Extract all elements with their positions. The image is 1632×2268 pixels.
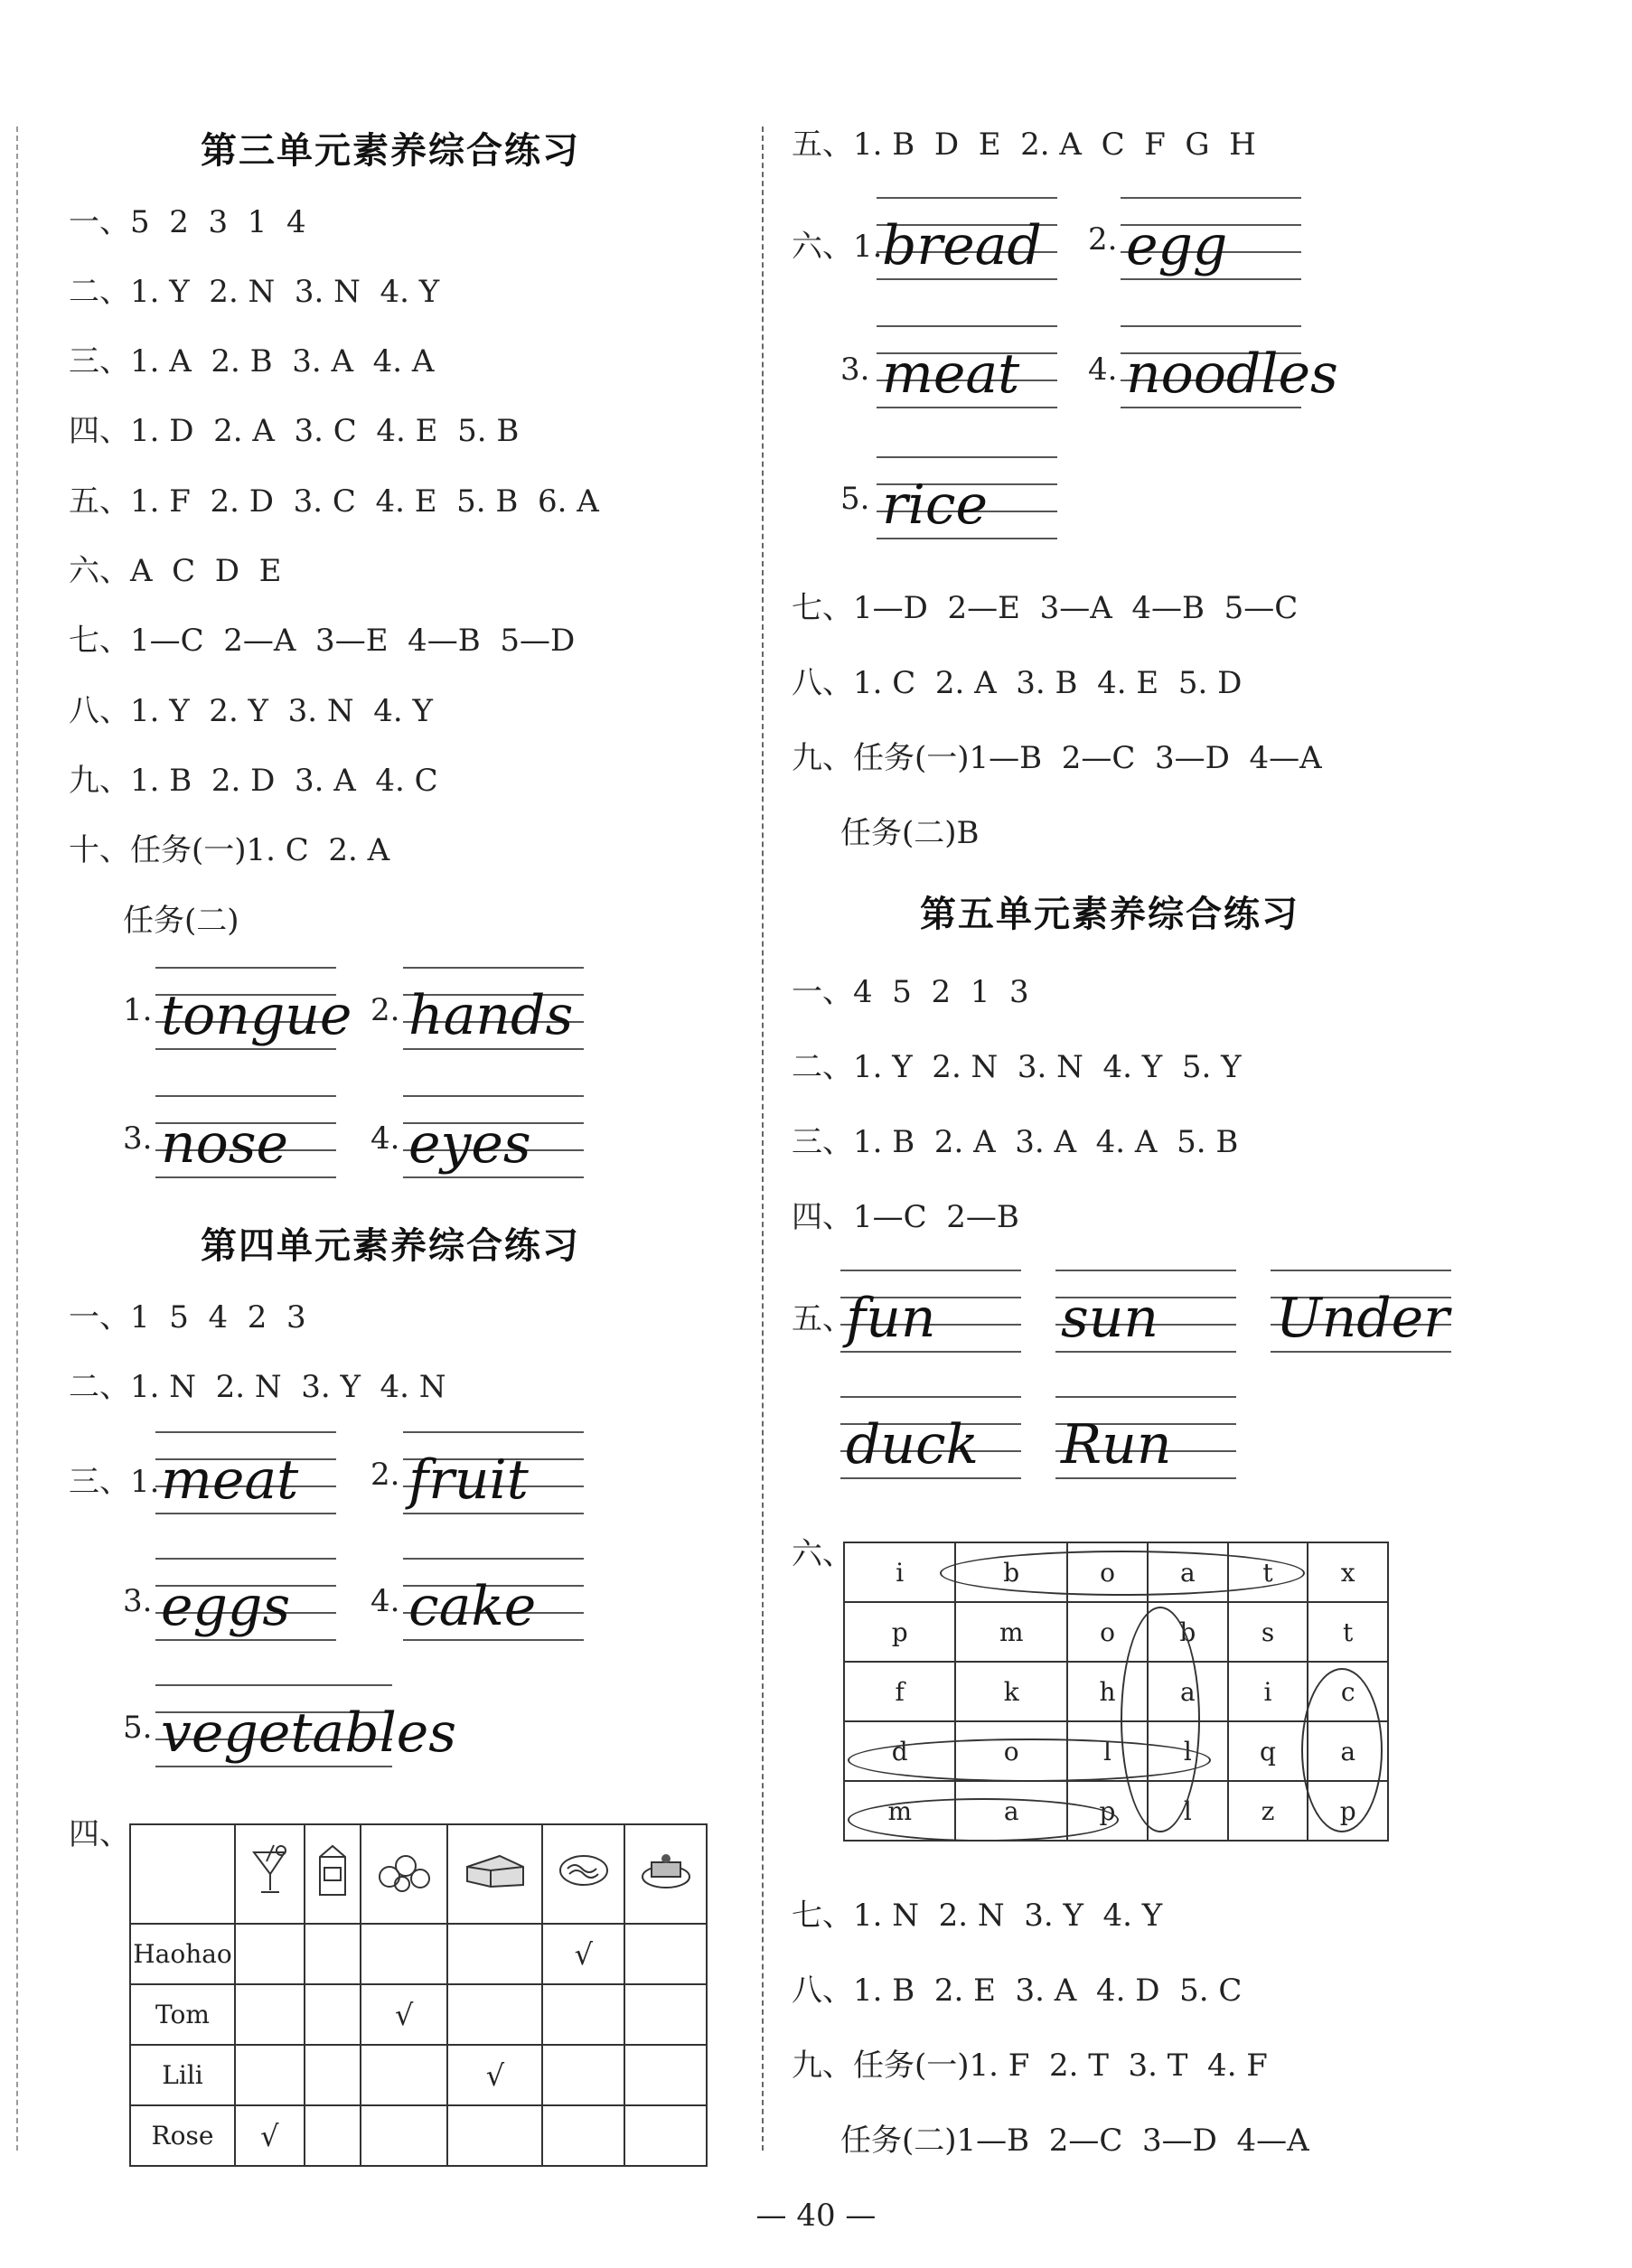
grid-cell: p <box>1067 1781 1148 1841</box>
hw-under <box>1271 1270 1451 1360</box>
hw-word: meat <box>882 342 1020 406</box>
hw-word: rice <box>882 473 988 537</box>
column-divider <box>762 127 764 2151</box>
hw-word: tongue <box>161 984 352 1047</box>
grid-cell: a <box>1148 1542 1228 1602</box>
table-corner <box>130 1824 235 1924</box>
bread-icon <box>447 1824 542 1924</box>
hw-eggs <box>155 1558 336 1648</box>
table-cell <box>305 1984 361 2045</box>
page-number: — 40 — <box>755 2198 877 2234</box>
grid-cell: l <box>1148 1721 1228 1781</box>
grid-cell: h <box>1067 1662 1148 1721</box>
unit5-q9-task2: 任务(二)1—B 2—C 3—D 4—A <box>840 2123 1309 2159</box>
hw-word: vegetables <box>161 1701 457 1765</box>
hw-fruit <box>403 1431 584 1522</box>
row-name: Lili <box>130 2045 235 2105</box>
table-cell <box>447 2105 542 2166</box>
hw-number: 2. <box>1088 221 1118 258</box>
grid-cell: m <box>844 1781 955 1841</box>
table-cell <box>542 2045 624 2105</box>
unit4-q7: 七、1—D 2—E 3—A 4—B 5—C <box>792 590 1299 626</box>
table-cell <box>624 1984 707 2045</box>
hw-word: bread <box>882 214 1042 277</box>
table-cell <box>305 2045 361 2105</box>
grid-cell: m <box>955 1602 1066 1662</box>
grid-cell: t <box>1228 1542 1308 1602</box>
unit5-title: 第五单元素养综合练习 <box>920 894 1299 935</box>
hw-word: cake <box>408 1575 537 1638</box>
unit3-q10-task2: 任务(二) <box>123 903 239 939</box>
unit3-q7: 七、1—C 2—A 3—E 4—B 5—D <box>69 623 576 659</box>
unit5-q2: 二、1. Y 2. N 3. N 4. Y 5. Y <box>792 1049 1242 1085</box>
unit4-q5: 五、1. B D E 2. A C F G H <box>792 127 1256 163</box>
hw-number: 5. <box>840 481 870 517</box>
hw-bread <box>877 197 1057 287</box>
hw-eyes <box>403 1095 584 1186</box>
fruit-icon <box>361 1824 447 1924</box>
hw-rice <box>877 456 1057 547</box>
grid-cell: a <box>1148 1662 1228 1721</box>
unit4-q4-prefix: 四、 <box>69 1816 130 1852</box>
unit3-q8: 八、1. Y 2. Y 3. N 4. Y <box>69 693 433 729</box>
unit3-q6: 六、A C D E <box>69 553 282 589</box>
circle-ball <box>1121 1607 1200 1832</box>
hw-number: 3. <box>123 1583 153 1619</box>
hw-number: 2. <box>370 992 400 1028</box>
table-cell <box>305 1924 361 1984</box>
circle-cap <box>1301 1668 1383 1832</box>
hw-number: 4. <box>370 1583 400 1619</box>
hw-number: 3. <box>123 1120 153 1157</box>
unit3-q1: 一、5 2 3 1 4 <box>69 204 306 240</box>
table-cell <box>624 2105 707 2166</box>
hw-number: 3. <box>840 351 870 388</box>
hw-word: eyes <box>408 1112 531 1176</box>
grid-cell: i <box>844 1542 955 1602</box>
hw-word: Run <box>1061 1413 1172 1476</box>
unit5-q8: 八、1. B 2. E 3. A 4. D 5. C <box>792 1973 1243 2009</box>
hw-meat <box>155 1431 336 1522</box>
hw-number: 1. <box>123 992 153 1028</box>
hw-egg <box>1121 197 1301 287</box>
grid-cell: s <box>1228 1602 1308 1662</box>
unit4-q8: 八、1. C 2. A 3. B 4. E 5. D <box>792 665 1243 701</box>
hw-number: 5. <box>123 1710 153 1746</box>
hw-vegetables <box>155 1684 457 1775</box>
grid-cell: f <box>844 1662 955 1721</box>
table-cell <box>361 1924 447 1984</box>
grid-cell: a <box>955 1781 1066 1841</box>
grid-cell: o <box>955 1721 1066 1781</box>
row-name: Haohao <box>130 1924 235 1984</box>
unit4-q2: 二、1. N 2. N 3. Y 4. N <box>69 1369 446 1405</box>
left-margin-rule <box>16 127 18 2151</box>
table-cell <box>235 1924 305 1984</box>
hw-word: meat <box>161 1448 299 1512</box>
row-name: Rose <box>130 2105 235 2166</box>
grid-cell: i <box>1228 1662 1308 1721</box>
unit4-q6-prefix: 六、1. <box>792 229 883 265</box>
unit3-q5: 五、1. F 2. D 3. C 4. E 5. B 6. A <box>69 483 599 520</box>
unit3-q3: 三、1. A 2. B 3. A 4. A <box>69 343 435 380</box>
hw-number: 2. <box>370 1457 400 1493</box>
row-name: Tom <box>130 1984 235 2045</box>
unit3-q4: 四、1. D 2. A 3. C 4. E 5. B <box>69 413 520 449</box>
grid-cell: o <box>1067 1602 1148 1662</box>
circle-boat <box>940 1551 1305 1596</box>
table-cell <box>361 2045 447 2105</box>
unit3-q9: 九、1. B 2. D 3. A 4. C <box>69 763 438 799</box>
grid-cell: z <box>1228 1781 1308 1841</box>
table-cell <box>542 1984 624 2045</box>
table-cell <box>447 1924 542 1984</box>
circle-map <box>848 1798 1119 1842</box>
hw-word: fun <box>846 1287 936 1350</box>
unit4-q1: 一、1 5 4 2 3 <box>69 1299 306 1335</box>
table-cell: √ <box>447 2045 542 2105</box>
grid-cell: p <box>844 1602 955 1662</box>
table-cell <box>624 1924 707 1984</box>
hw-word: hands <box>408 984 574 1047</box>
unit5-q9: 九、任务(一)1. F 2. T 3. T 4. F <box>792 2048 1268 2084</box>
grid-cell: p <box>1308 1781 1388 1841</box>
hw-nose <box>155 1095 336 1186</box>
hw-word: fruit <box>408 1448 529 1512</box>
hw-number: 4. <box>370 1120 400 1157</box>
unit5-q4: 四、1—C 2—B <box>792 1199 1019 1235</box>
hw-word: noodles <box>1126 342 1338 406</box>
grid-cell: o <box>1067 1542 1148 1602</box>
hw-fun <box>840 1270 1021 1360</box>
circle-doll <box>848 1738 1211 1782</box>
grid-cell: d <box>844 1721 955 1781</box>
unit3-q2: 二、1. Y 2. N 3. N 4. Y <box>69 274 440 310</box>
unit3-q10: 十、任务(一)1. C 2. A <box>69 832 390 868</box>
unit5-q3: 三、1. B 2. A 3. A 4. A 5. B <box>792 1124 1239 1160</box>
table-cell <box>624 2045 707 2105</box>
unit5-q1: 一、4 5 2 1 3 <box>792 974 1029 1010</box>
hw-meat-2 <box>877 325 1057 416</box>
unit4-title: 第四单元素养综合练习 <box>201 1225 580 1267</box>
hw-word: eggs <box>161 1575 291 1638</box>
table-cell <box>235 1984 305 2045</box>
drink-icon <box>235 1824 305 1924</box>
hw-duck <box>840 1396 1021 1486</box>
grid-cell: b <box>1148 1602 1228 1662</box>
table-cell <box>361 2105 447 2166</box>
hw-word: nose <box>161 1112 289 1176</box>
grid-cell: c <box>1308 1662 1388 1721</box>
table-cell <box>447 1984 542 2045</box>
table-cell <box>305 2105 361 2166</box>
table-cell: √ <box>542 1924 624 1984</box>
grid-cell: a <box>1308 1721 1388 1781</box>
hw-tongue <box>155 967 352 1057</box>
hw-number: 4. <box>1088 351 1118 388</box>
hw-sun <box>1055 1270 1236 1360</box>
table-cell <box>542 2105 624 2166</box>
grid-cell: l <box>1067 1721 1148 1781</box>
hw-noodles <box>1121 325 1338 416</box>
unit4-q3-prefix: 三、1. <box>69 1464 160 1500</box>
grid-cell: l <box>1148 1781 1228 1841</box>
hw-word: Under <box>1276 1287 1449 1350</box>
unit5-q5-prefix: 五、 <box>792 1301 853 1337</box>
hw-run <box>1055 1396 1236 1486</box>
hw-hands <box>403 967 584 1057</box>
table-cell: √ <box>235 2105 305 2166</box>
cake-icon <box>624 1824 707 1924</box>
milk-icon <box>305 1824 361 1924</box>
unit4-q9-task2: 任务(二)B <box>840 815 980 851</box>
noodles-icon <box>542 1824 624 1924</box>
unit3-title: 第三单元素养综合练习 <box>201 130 580 172</box>
hw-word: egg <box>1126 214 1228 277</box>
food-table <box>129 1823 708 2167</box>
unit5-q6-prefix: 六、 <box>792 1536 853 1572</box>
grid-cell: b <box>955 1542 1066 1602</box>
unit5-q7: 七、1. N 2. N 3. Y 4. Y <box>792 1898 1163 1934</box>
table-cell: √ <box>361 1984 447 2045</box>
grid-cell: k <box>955 1662 1066 1721</box>
hw-word: duck <box>846 1413 980 1476</box>
grid-cell: x <box>1308 1542 1388 1602</box>
unit4-q9: 九、任务(一)1—B 2—C 3—D 4—A <box>792 740 1322 776</box>
hw-word: sun <box>1061 1287 1159 1350</box>
table-cell <box>235 2045 305 2105</box>
grid-cell: t <box>1308 1602 1388 1662</box>
grid-cell: q <box>1228 1721 1308 1781</box>
hw-cake <box>403 1558 584 1648</box>
